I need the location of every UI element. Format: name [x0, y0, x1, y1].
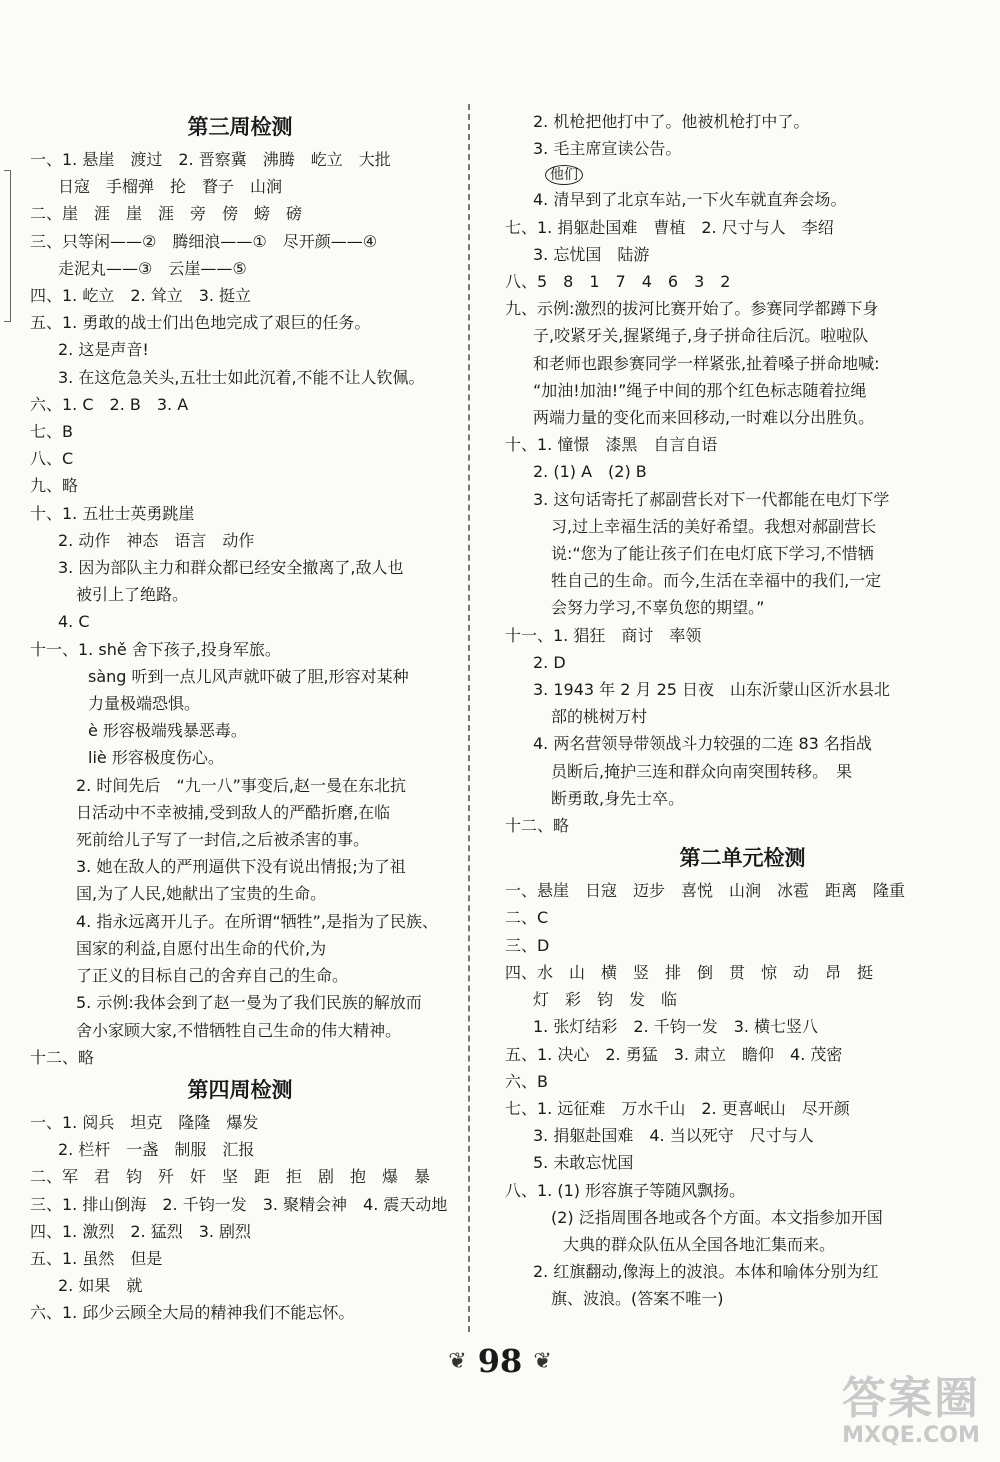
watermark: [842, 1374, 980, 1448]
answer-line: 3. 1943 年 2 月 25 日夜 山东沂蒙山区沂水县北: [533, 680, 891, 700]
answer-line: 二、崖 涯 崖 涯 旁 傍 螃 磅: [30, 204, 303, 224]
answer-line: 2. 动作 神态 语言 动作: [58, 530, 255, 550]
ornament-left-icon: ❦: [448, 1348, 467, 1374]
answer-line: 被引上了绝路。: [76, 585, 189, 605]
answer-line: 一、悬崖 日寇 迈步 喜悦 山涧 冰雹 距离 隆重: [505, 881, 906, 901]
answer-line: 四、1. 激烈 2. 猛烈 3. 剧烈: [30, 1221, 252, 1241]
answer-line: 六、1. C 2. B 3. A: [30, 394, 189, 414]
answer-line: 死前给儿子写了一封信,之后被杀害的事。: [76, 830, 370, 850]
answer-line: 4. C: [58, 612, 90, 632]
ornament-right-icon: ❦: [533, 1348, 552, 1374]
answer-line: 4. 指永远离开儿子。在所谓“牺牲”,是指为了民族、: [76, 911, 439, 931]
left-column: [30, 108, 450, 1327]
answer-line: 断勇敢,身先士卒。: [551, 788, 685, 808]
answer-line: 日活动中不幸被捕,受到敌人的严酷折磨,在临: [76, 802, 391, 822]
section-title-week3: 第三周检测: [187, 115, 293, 139]
section-title-unit2: 第二单元检测: [679, 846, 806, 871]
answer-line: 十一、1. shě 舍下孩子,投身军旅。: [30, 639, 281, 659]
answer-line: 2. (1) A (2) B: [533, 462, 647, 482]
answer-line: 两端力量的变化而来回移动,一时难以分出胜负。: [533, 408, 875, 428]
answer-line: 灯 彩 钧 发 临: [533, 990, 678, 1010]
answer-line: 3. 在这危急关头,五壮士如此沉着,不能不让人钦佩。: [58, 367, 425, 387]
page-number: 98: [477, 1342, 523, 1380]
answer-line: 五、1. 勇敢的战士们出色地完成了艰巨的任务。: [30, 313, 371, 333]
answer-line: 八、C: [30, 449, 74, 469]
answer-line: 七、1. 捐躯赴国难 曹植 2. 尺寸与人 李绍: [505, 217, 834, 237]
answer-line: 习,过上幸福生活的美好希望。我想对郝副营长: [551, 516, 877, 536]
answer-line: 2. 红旗翻动,像海上的波浪。本体和喻体分别为红: [533, 1262, 879, 1282]
answer-line: 十一、1. 猖狂 商讨 率领: [505, 625, 702, 645]
answer-line: 七、1. 远征难 万水千山 2. 更喜岷山 尽开颜: [505, 1098, 850, 1118]
answer-line: 十二、略: [30, 1047, 95, 1067]
answer-line: “加油!加油!”绳子中间的那个红色标志随着拉绳: [533, 380, 867, 400]
answer-line: 2. 如果 就: [58, 1276, 143, 1296]
answer-line: 牲自己的生命。而今,生活在幸福中的我们,一定: [551, 571, 882, 591]
answer-line: 和老师也跟参赛同学一样紧张,扯着嗓子拼命地喊:: [533, 353, 880, 373]
answer-line: 子,咬紧牙关,握紧绳子,身子拼命往后沉。啦啦队: [533, 326, 869, 346]
answer-line: 了正义的目标自己的舍弃自己的生命。: [76, 966, 349, 986]
answer-line: 2. 栏杆 一盏 制服 汇报: [58, 1140, 255, 1160]
answer-line: 1. 张灯结彩 2. 千钧一发 3. 横七竖八: [533, 1017, 819, 1037]
answer-line: 3. 捐躯赴国难 4. 当以死守 尺寸与人: [533, 1126, 814, 1146]
answer-line: 八、1. (1) 形容旗子等随风飘扬。: [505, 1180, 746, 1200]
answer-line: 旗、波浪。(答案不唯一): [551, 1289, 724, 1309]
answer-line: liè 形容极度伤心。: [88, 748, 224, 768]
answer-line: 一、1. 阅兵 坦克 隆隆 爆发: [30, 1112, 259, 1132]
answer-list-week3: [30, 146, 450, 1071]
answer-line: 八、5 8 1 7 4 6 3 2: [505, 272, 731, 292]
answer-line: 2. 时间先后 “九一八”事变后,赵一曼在东北抗: [76, 775, 407, 795]
answer-line: 大典的群众队伍从全国各地汇集而来。: [563, 1234, 836, 1254]
handwritten-annotation: [505, 162, 980, 186]
answer-line: 三、只等闲——② 腾细浪——① 尽开颜——④: [30, 231, 378, 251]
answer-line: 员断后,掩护三连和群众向南突围转移。 果: [551, 761, 853, 781]
answer-line: 十、1. 憧憬 漆黑 自言自语: [505, 435, 718, 455]
answer-line: 5. 示例:我体会到了赵一曼为了我们民族的解放而: [76, 993, 422, 1013]
answer-line: 十、1. 五壮士英勇跳崖: [30, 503, 195, 523]
answer-line: 4. 两名营领导带领战斗力较强的二连 83 名指战: [533, 734, 872, 754]
answer-line: sàng 听到一点儿风声就吓破了胆,形容对某种: [88, 666, 409, 686]
section-title-week4: 第四周检测: [187, 1077, 293, 1102]
right-column: [505, 108, 980, 1313]
answer-line: 会努力学习,不辜负您的期望。”: [551, 598, 765, 618]
answer-line: 3. 这句话寄托了郝副营长对下一代都能在电灯下学: [533, 489, 890, 509]
answer-line: 国家的利益,自愿付出生命的代价,为: [76, 938, 327, 958]
answer-line: 力量极端恐惧。: [88, 694, 201, 714]
answer-list-unit2: [505, 877, 980, 1312]
answer-line: 二、C: [505, 908, 549, 928]
answer-line: (2) 泛指周围各地或各个方面。本文指参加开国: [551, 1207, 883, 1227]
answer-line: 三、1. 排山倒海 2. 千钧一发 3. 聚精会神 4. 震天动地: [30, 1194, 448, 1214]
answer-line: è 形容极端残暴恶毒。: [88, 721, 247, 741]
answer-line: 十二、略: [505, 816, 570, 836]
answer-line: 3. 毛主席宣读公告。: [533, 139, 682, 159]
answer-line: 六、1. 邱少云顾全大局的精神我们不能忘怀。: [30, 1303, 355, 1323]
answer-line: 五、1. 虽然 但是: [30, 1248, 163, 1268]
answer-line: 四、1. 屹立 2. 耸立 3. 挺立: [30, 286, 252, 306]
answer-line: 九、示例:激烈的拔河比赛开始了。参赛同学都蹲下身: [505, 299, 879, 319]
answer-line: 一、1. 悬崖 渡过 2. 晋察冀 沸腾 屹立 大批: [30, 150, 391, 169]
answer-line: 2. D: [533, 652, 566, 672]
answer-line: 国,为了人民,她献出了宝贵的生命。: [76, 884, 327, 904]
binding-edge-mark: [4, 170, 11, 322]
answer-line: 5. 未敢忘忧国: [533, 1153, 634, 1173]
answer-line: 3. 忘忧国 陆游: [533, 244, 650, 264]
answer-line: 九、略: [30, 476, 79, 496]
answer-line: 3. 因为部队主力和群众都已经安全撤离了,敌人也: [58, 558, 404, 578]
answer-line: 七、B: [30, 422, 73, 442]
column-divider: [468, 104, 470, 1332]
answer-line: 走泥丸——③ 云崖——⑤: [58, 258, 247, 278]
answer-line: 日寇 手榴弹 抡 瞀子 山涧: [58, 177, 283, 197]
answer-line: 五、1. 决心 2. 勇猛 3. 肃立 瞻仰 4. 茂密: [505, 1044, 843, 1064]
answer-line: 舍小家顾大家,不惜牺牲自己生命的伟大精神。: [76, 1020, 402, 1040]
answer-line: 3. 她在敌人的严刑逼供下没有说出情报;为了祖: [76, 857, 406, 877]
answer-line: 2. 这是声音!: [58, 340, 149, 360]
answer-line: 三、D: [505, 935, 550, 955]
answer-line: 4. 清早到了北京车站,一下火车就直奔会场。: [533, 190, 847, 210]
answer-line: 2. 机枪把他打中了。他被机枪打中了。: [533, 112, 810, 131]
watermark-logo: 答案圈: [842, 1373, 980, 1424]
answer-line: 说:“您为了能让孩子们在电灯底下学习,不惜牺: [551, 544, 874, 564]
circled-insert-mark: 他们: [545, 165, 583, 185]
answer-line: 部的桃树万村: [551, 707, 648, 727]
watermark-url: MXQE.COM: [842, 1423, 980, 1448]
answer-list-week4: [30, 1109, 450, 1327]
answer-line: 二、军 君 钧 歼 奸 坚 距 拒 剧 抱 爆 暴: [30, 1167, 431, 1187]
answer-line: 四、水 山 横 竖 排 倒 贯 惊 动 昂 挺: [505, 962, 874, 982]
answer-line: 六、B: [505, 1071, 548, 1091]
